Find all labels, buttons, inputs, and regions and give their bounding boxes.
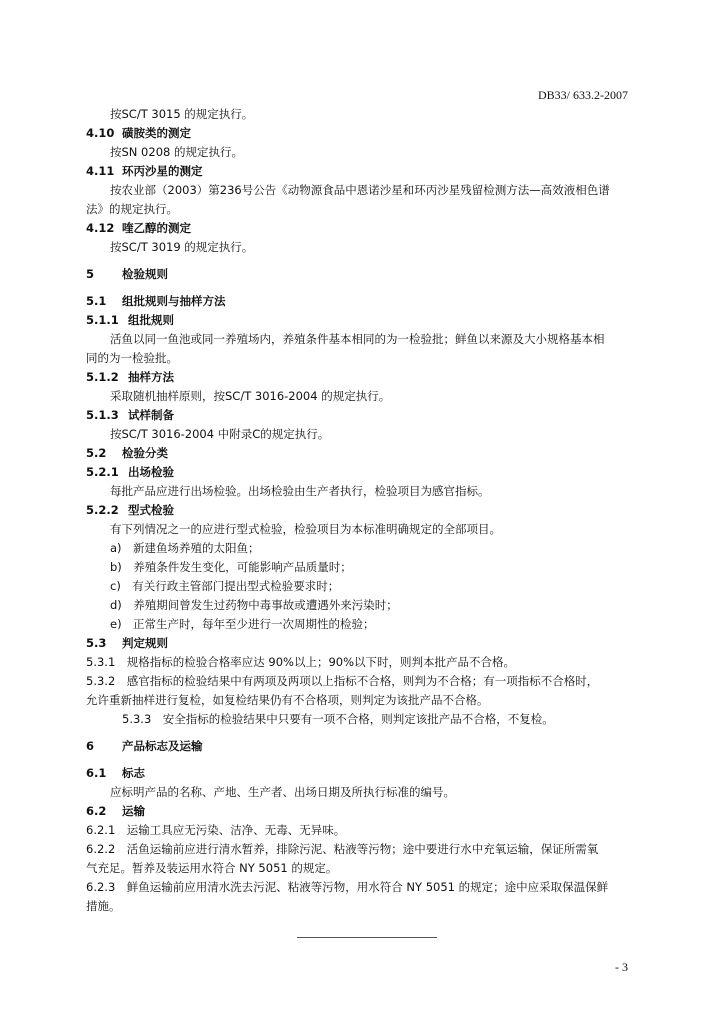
section-heading [86, 737, 658, 756]
section-heading [86, 265, 658, 284]
section-title: 出场检验 [128, 465, 174, 479]
section-number: 5.1 [86, 294, 107, 308]
section-title: 检验分类 [122, 446, 168, 460]
section-number: 6 [86, 739, 95, 753]
spacer [86, 284, 658, 292]
paragraph-line: 6.2.2 活鱼运输前应进行清水暂养，排除污泥、粘液等污物；途中要进行水中充氧运输，保证所需氧 [86, 842, 599, 856]
paragraph-line: 5.3.2 感官指标的检验结果中有两项及两项以上指标不合格，则判为不合格；有一项指标不合格时， [86, 674, 599, 688]
section-heading [86, 444, 658, 463]
section-title: 产品标志及运输 [122, 739, 203, 753]
paragraph-line: 允许重新抽样进行复检，如复检结果仍有不合格项，则判定为该批产品不合格。 [86, 693, 489, 707]
section-number: 4.12 [86, 221, 115, 235]
spacer [86, 756, 658, 764]
section-heading [86, 501, 658, 520]
section-heading [86, 634, 658, 653]
paragraph-line: 气充足。暂养及装运用水符合 NY 5051 的规定。 [86, 861, 338, 875]
paragraph-line: 同的为一检验批。 [86, 351, 178, 365]
document-body [86, 105, 658, 916]
section-heading [86, 368, 658, 387]
paragraph-line: 有下列情况之一的应进行型式检验，检验项目为本标准明确规定的全部项目。 [110, 522, 501, 536]
spacer [86, 729, 658, 737]
paragraph-line: a) 新建鱼场养殖的太阳鱼； [110, 541, 260, 555]
end-rule [297, 937, 437, 938]
section-heading [86, 124, 658, 143]
paragraph-line: 法》的规定执行。 [86, 202, 178, 216]
section-title: 型式检验 [128, 503, 174, 517]
section-number: 5.2.1 [86, 465, 119, 479]
section-heading [86, 802, 658, 821]
section-title: 运输 [122, 804, 145, 818]
section-heading [86, 292, 658, 311]
paragraph-line: 5.3.1 规格指标的检验合格率应达 90%以上；90%以下时，则判本批产品不合格。 [86, 655, 516, 669]
paragraph-line: 按SN 0208 的规定执行。 [110, 145, 243, 159]
section-number: 5.2.2 [86, 503, 119, 517]
section-title: 试样制备 [128, 408, 174, 422]
paragraph-line: c) 有关行政主管部门提出型式检验要求时； [110, 579, 340, 593]
section-heading [86, 764, 658, 783]
section-title: 组批规则 [128, 313, 174, 327]
standard-code: DB33/ 633.2-2007 [538, 88, 628, 102]
section-number: 5.3 [86, 636, 107, 650]
section-number: 6.2 [86, 804, 107, 818]
section-number: 5 [86, 267, 95, 281]
spacer [86, 257, 658, 265]
section-number: 6.1 [86, 766, 107, 780]
paragraph-line: 按农业部（2003）第236号公告《动物源食品中恩诺沙星和环丙沙星残留检测方法—高效液相色谱 [110, 183, 610, 197]
section-title: 磺胺类的测定 [122, 126, 191, 140]
section-number: 4.10 [86, 126, 115, 140]
section-heading [86, 406, 658, 425]
section-heading [86, 463, 658, 482]
paragraph-line: 采取随机抽样原则，按SC/T 3016-2004 的规定执行。 [110, 389, 391, 403]
section-title: 判定规则 [122, 636, 168, 650]
paragraph-line: 按SC/T 3016-2004 中附录C的规定执行。 [110, 427, 330, 441]
section-heading [86, 219, 658, 238]
paragraph-line: 措施。 [86, 899, 121, 913]
paragraph-line: 活鱼以同一鱼池或同一养殖场内，养殖条件基本相同的为一检验批；鲜鱼以来源及大小规格基本相 [110, 332, 605, 346]
section-number: 5.1.2 [86, 370, 119, 384]
section-number: 5.2 [86, 446, 107, 460]
paragraph-line: 5.3.3 安全指标的检验结果中只要有一项不合格，则判定该批产品不合格，不复检。 [122, 712, 554, 726]
section-title: 抽样方法 [128, 370, 174, 384]
paragraph-line: 按SC/T 3015 的规定执行。 [110, 107, 254, 121]
paragraph-line: 6.2.1 运输工具应无污染、洁净、无毒、无异味。 [86, 823, 346, 837]
paragraph-line: e) 正常生产时，每年至少进行一次周期性的检验； [110, 617, 375, 631]
section-number: 5.1.3 [86, 408, 119, 422]
section-heading [86, 162, 658, 181]
paragraph-line: d) 养殖期间曾发生过药物中毒事故或遭遇外来污染时； [110, 598, 398, 612]
paragraph-line: 应标明产品的名称、产地、生产者、出场日期及所执行标准的编号。 [110, 785, 455, 799]
section-title: 标志 [122, 766, 145, 780]
paragraph-line: 按SC/T 3019 的规定执行。 [110, 240, 254, 254]
paragraph-line: 6.2.3 鲜鱼运输前应用清水洗去污泥、粘液等污物，用水符合 NY 5051 的规定；途中应采取保温保鲜 [86, 880, 609, 894]
paragraph-line: b) 养殖条件发生变化，可能影响产品质量时； [110, 560, 352, 574]
section-number: 5.1.1 [86, 313, 119, 327]
section-number: 4.11 [86, 164, 115, 178]
section-title: 组批规则与抽样方法 [122, 294, 226, 308]
section-title: 环丙沙星的测定 [122, 164, 203, 178]
section-title: 喹乙醇的测定 [122, 221, 191, 235]
section-heading [86, 311, 658, 330]
page-number: - 3 [615, 960, 628, 974]
section-title: 检验规则 [122, 267, 168, 281]
paragraph-line: 每批产品应进行出场检验。出场检验由生产者执行，检验项目为感官指标。 [110, 484, 490, 498]
